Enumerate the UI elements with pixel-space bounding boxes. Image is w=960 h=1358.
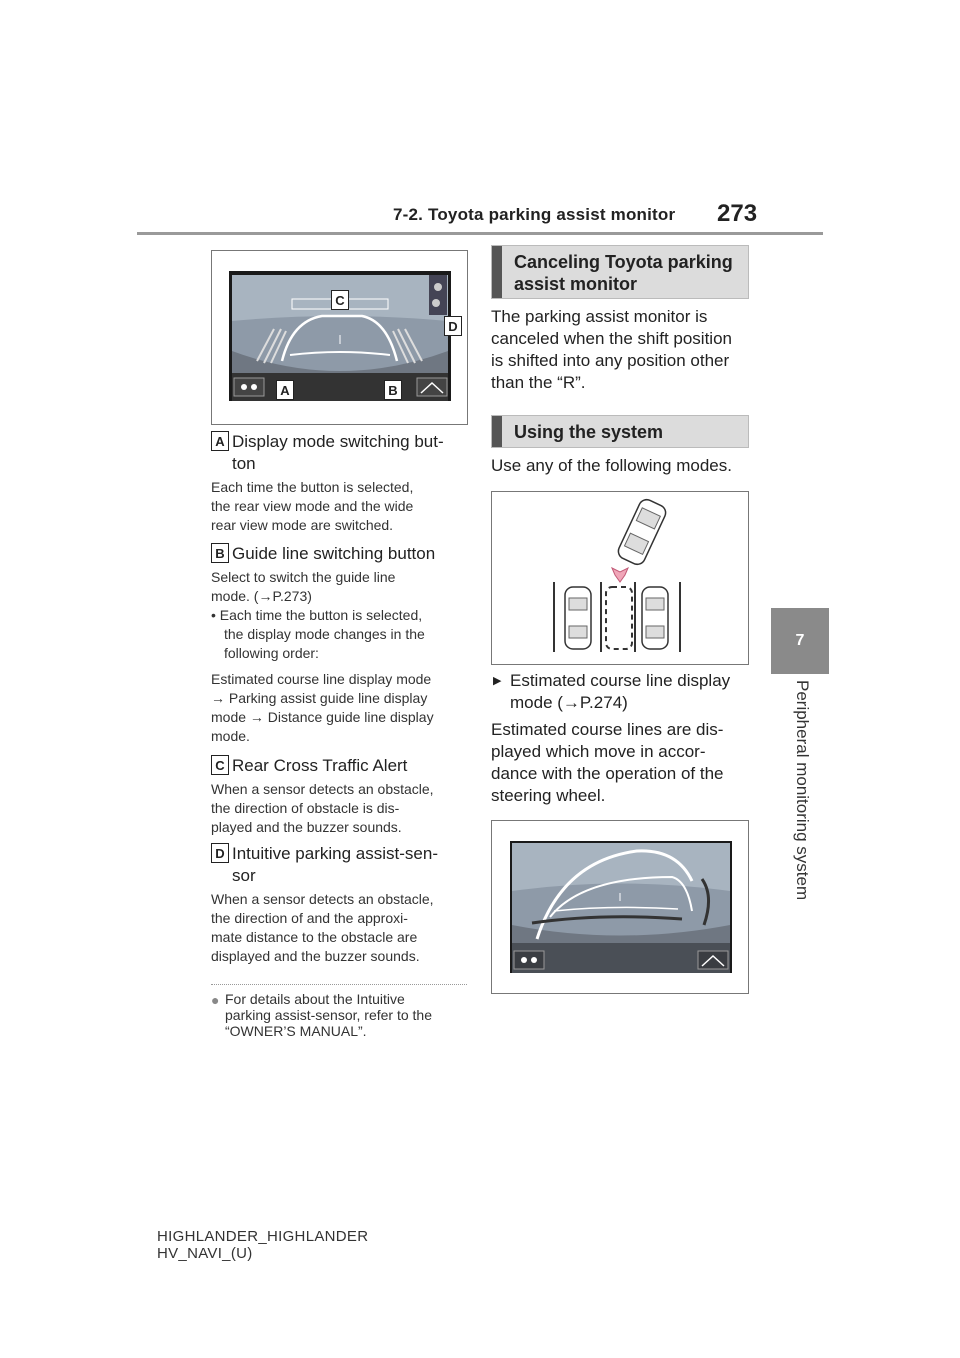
callout-b: B <box>384 380 402 400</box>
item-c-title: Rear Cross Traffic Alert <box>232 756 408 775</box>
callout-d: D <box>444 316 462 336</box>
figure-parking-screen <box>211 250 468 425</box>
item-b-order: Estimated course line display mode → Parking assist guide line display mode → Distance guide line display mode. <box>211 671 434 744</box>
course-line-illustration <box>492 821 748 993</box>
chapter-tab: 7 <box>771 608 829 674</box>
mode-marker: ▶ <box>493 675 502 687</box>
item-a-title: Display mode switching but- ton <box>232 432 444 473</box>
page-number: 273 <box>717 200 758 227</box>
callout-c: C <box>331 290 349 310</box>
footer-model: HIGHLANDER_HIGHLANDER HV_NAVI_(U) <box>157 1228 369 1262</box>
figure-course-line-screen <box>491 820 749 994</box>
item-d-badge: D <box>211 843 229 863</box>
section-header-canceling: Canceling Toyota parking assist monitor <box>491 245 749 299</box>
parking-screen-illustration <box>212 251 467 424</box>
item-b-badge: B <box>211 543 229 563</box>
item-c-desc: When a sensor detects an obstacle, the direction of obstacle is dis- played and the buzzer sounds. <box>211 781 434 835</box>
item-a-badge: A <box>211 431 229 451</box>
item-d-desc: When a sensor detects an obstacle, the direction of and the approxi- mate distance to the obstacle are displayed and the buzzer sounds. <box>211 891 434 964</box>
canceling-body: The parking assist monitor is canceled when the shift position is shifted into any position other than the “R”. <box>491 307 732 392</box>
chapter-title-vertical <box>780 680 820 910</box>
note-text: For details about the Intuitive parking assist-sensor, refer to the “OWNER’S MANUAL”. <box>225 991 432 1039</box>
callout-a: A <box>276 380 294 400</box>
note-bullet: ● <box>211 992 220 1008</box>
section-header-using: Using the system <box>491 415 749 448</box>
item-d-title: Intuitive parking assist-sen- sor <box>232 844 438 885</box>
item-c-badge: C <box>211 755 229 775</box>
item-a-desc: Each time the button is selected, the rear view mode and the wide rear view mode are switched. <box>211 479 414 533</box>
mode-title: Estimated course line display mode (→P.274) <box>510 671 731 712</box>
figure-parking-diagram <box>491 491 749 665</box>
section-title: 7-2. Toyota parking assist monitor <box>393 205 676 224</box>
item-b-desc: Select to switch the guide line mode. (→P.273) <box>211 569 396 604</box>
using-body: Use any of the following modes. <box>491 456 732 475</box>
chapter-title: Peripheral monitoring system <box>793 680 812 901</box>
parking-diagram-illustration <box>492 492 748 664</box>
mode-desc: Estimated course lines are dis- played which move in accor- dance with the operation of the steering wheel. <box>491 720 724 805</box>
item-b-title: Guide line switching button <box>232 544 436 563</box>
item-b-bullet: • Each time the button is selected, the display mode changes in the following order: <box>211 607 425 661</box>
note-divider <box>211 984 467 985</box>
header-rule <box>137 232 823 235</box>
